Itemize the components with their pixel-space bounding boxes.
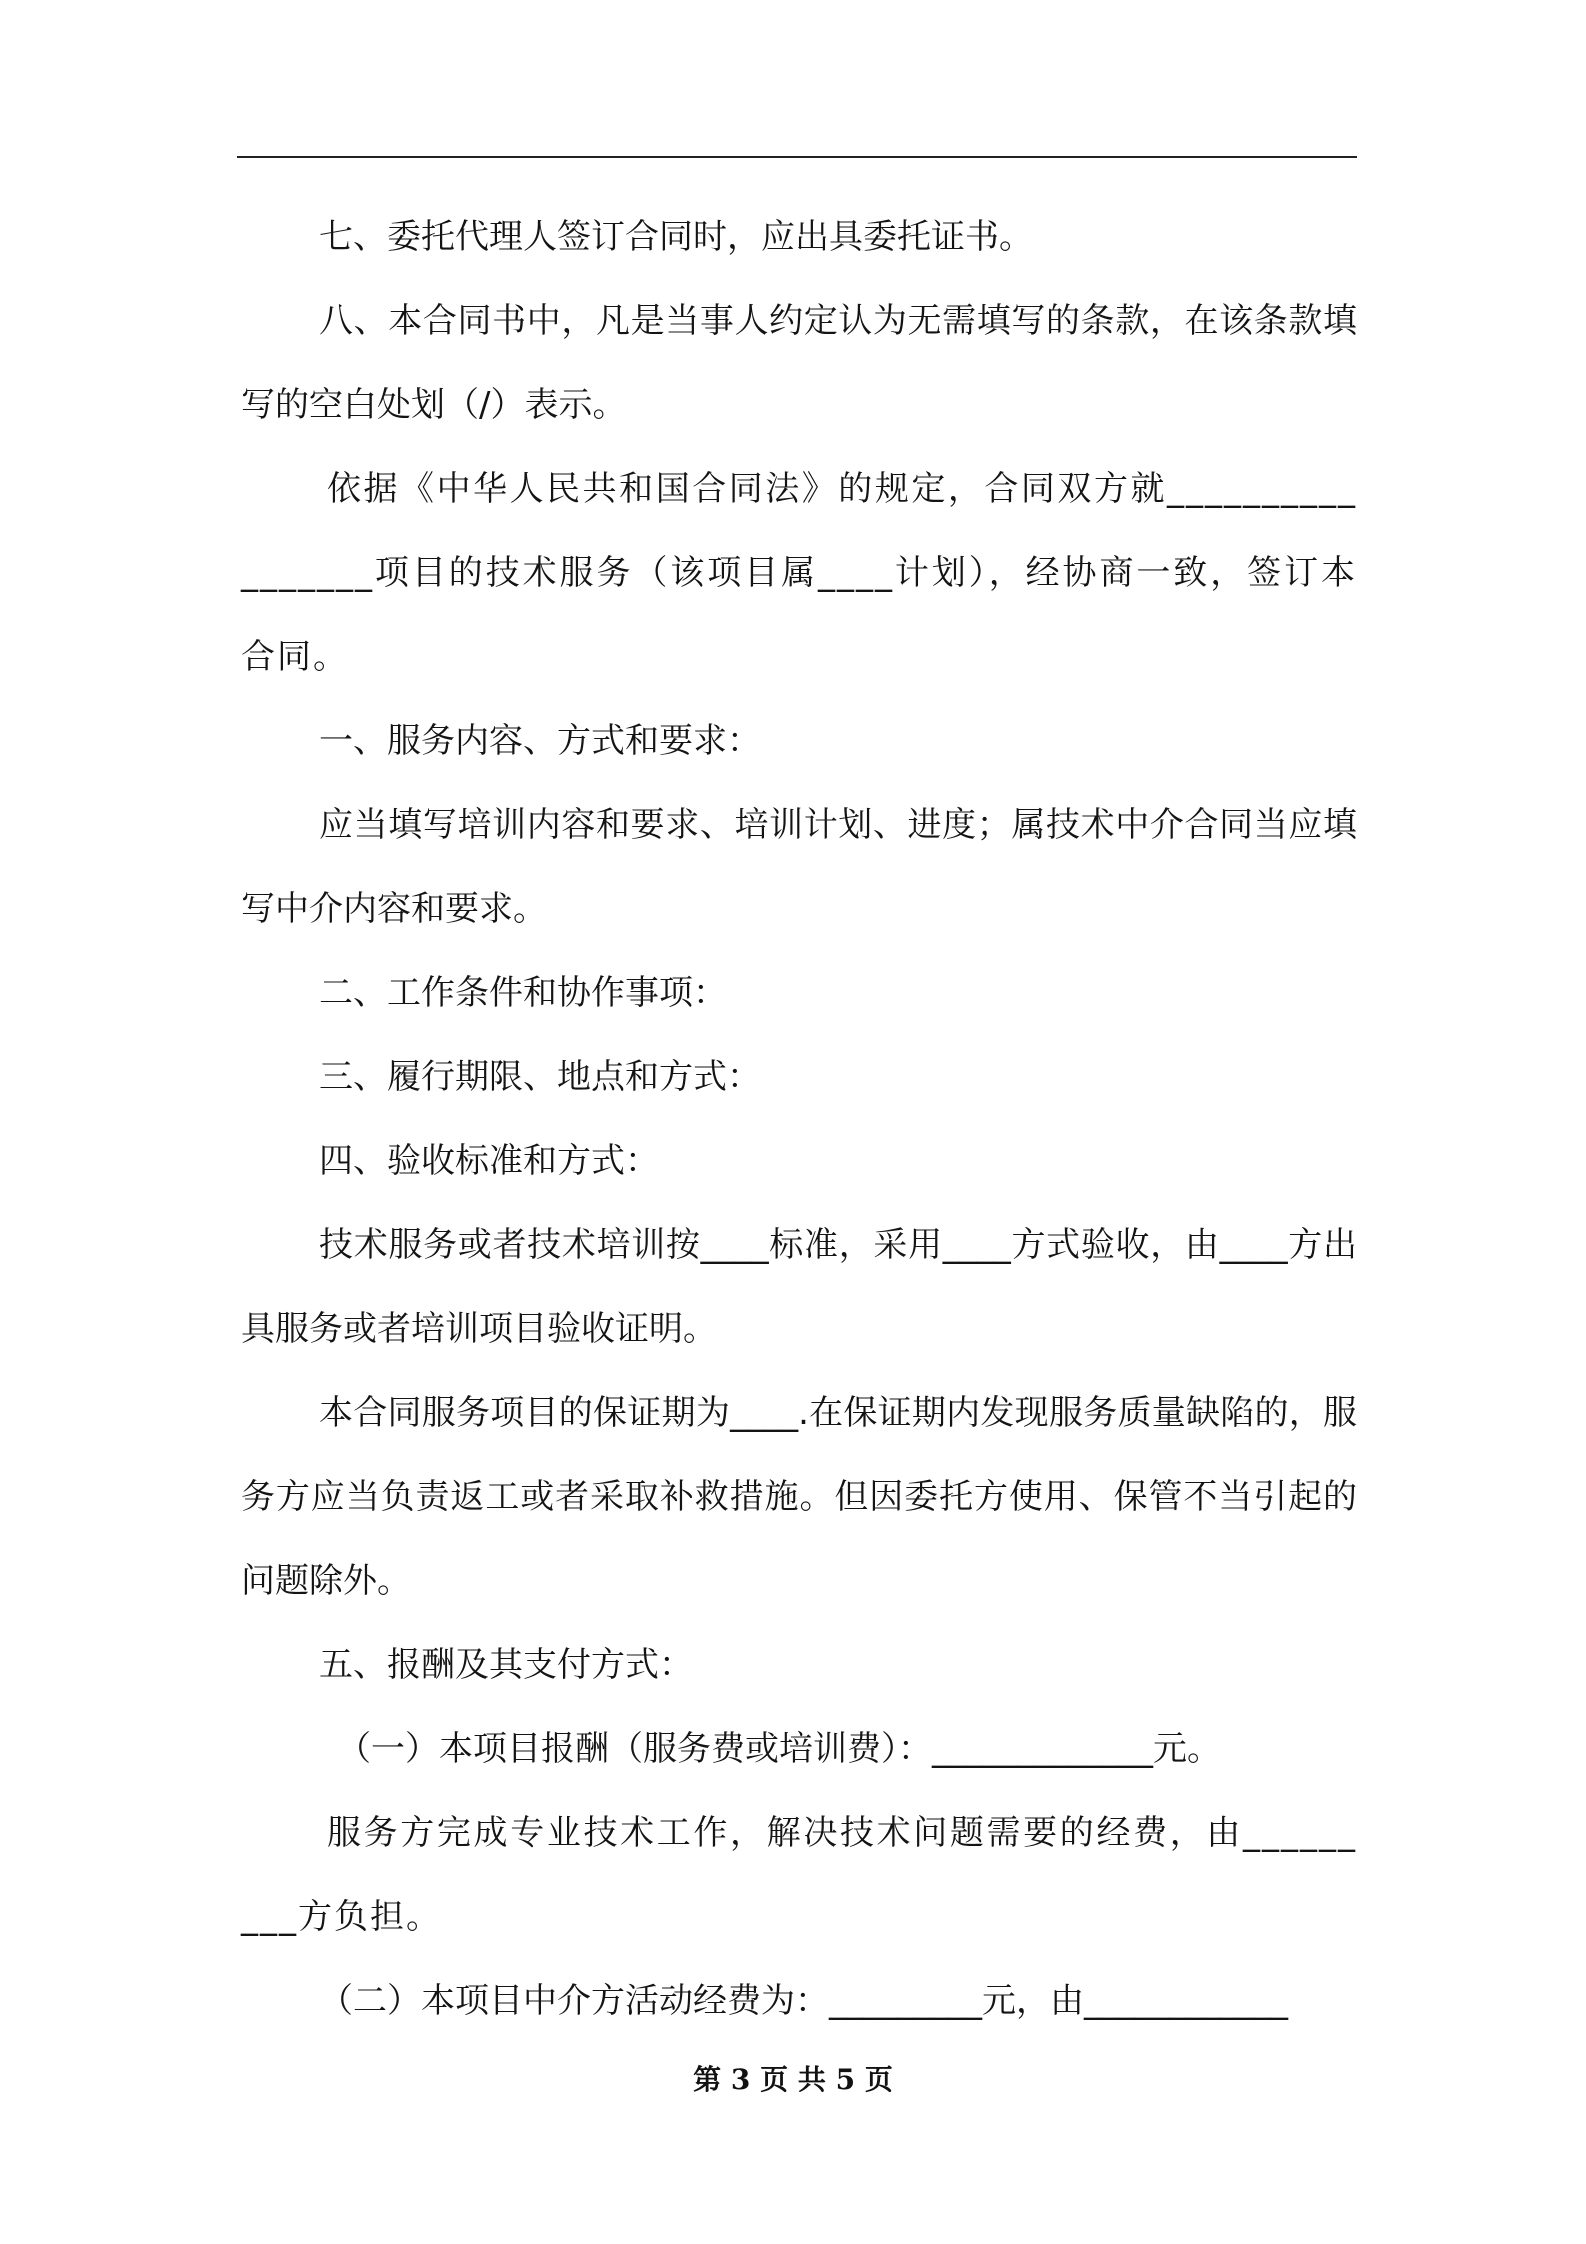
acceptance-standard: 技术服务或者技术培训按____标准，采用____方式验收，由____方出具服务或者培训项目验收证明。 bbox=[241, 1225, 1357, 1349]
section-1-heading: 一、服务内容、方式和要求： bbox=[319, 721, 761, 761]
section-5-heading: 五、报酬及其支付方式： bbox=[319, 1645, 693, 1685]
document-body bbox=[241, 195, 1357, 2043]
clause-7: 七、委托代理人签订合同时，应出具委托证书。 bbox=[319, 217, 1033, 257]
remuneration-item-2: （二）本项目中介方活动经费为：_________元，由____________ bbox=[319, 1981, 1288, 2021]
section-3-heading: 三、履行期限、地点和方式： bbox=[319, 1057, 761, 1097]
section-4-heading: 四、验收标准和方式： bbox=[319, 1141, 659, 1181]
remuneration-item-1: （一）本项目报酬（服务费或培训费）：_____________元。 bbox=[337, 1729, 1221, 1769]
header-rule bbox=[237, 156, 1357, 158]
section-1-body: 应当填写培训内容和要求、培训计划、进度；属技术中介合同当应填写中介内容和要求。 bbox=[241, 805, 1357, 929]
clause-8: 八、本合同书中，凡是当事人约定认为无需填写的条款，在该条款填写的空白处划（/）表示。 bbox=[241, 301, 1357, 425]
contract-preamble: 依据《中华人民共和国合同法》的规定，合同双方就_________________项目的技术服务（该项目属____计划），经协商一致，签订本合同。 bbox=[241, 469, 1357, 677]
page-number: 第 3 页 共 5 页 bbox=[693, 2063, 893, 2096]
warranty-clause: 本合同服务项目的保证期为____.在保证期内发现服务质量缺陷的，服务方应当负责返工或者采取补救措施。但因委托方使用、保管不当引起的问题除外。 bbox=[241, 1393, 1357, 1601]
section-2-heading: 二、工作条件和协作事项： bbox=[319, 973, 727, 1013]
expense-clause: 服务方完成专业技术工作，解决技术问题需要的经费，由_________方负担。 bbox=[241, 1813, 1357, 1937]
